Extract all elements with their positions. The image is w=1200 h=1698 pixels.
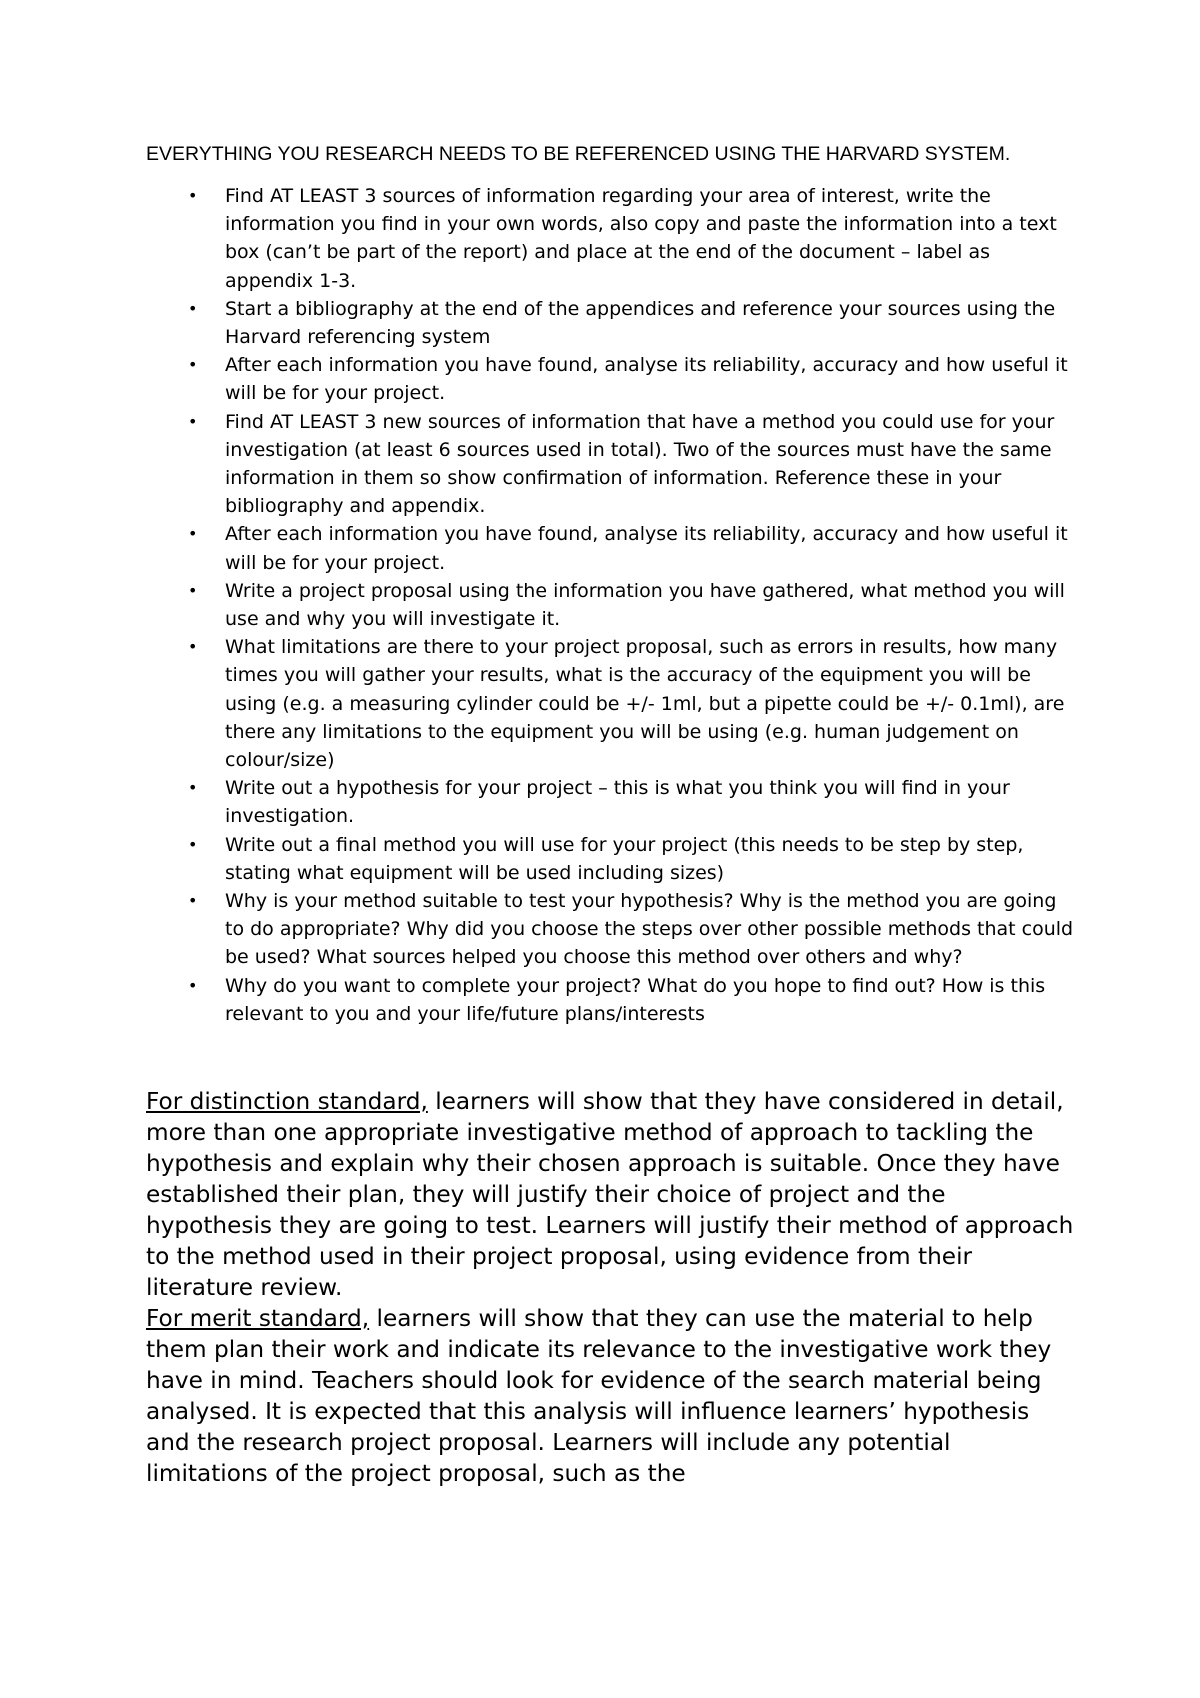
merit-text: learners will show that they can use the material to help them plan their work and indicate its relevance to the investigative work they have in mind. Teachers should look for evidence of the search material being analysed. It is expected that this analysis will influence learners’ hypothesis and the research project proposal. Learners will include any potential limitations of the project proposal, such as the xyxy=(146,1305,1052,1488)
merit-label: For merit standard, xyxy=(146,1305,370,1333)
bullet-icon: • xyxy=(188,778,198,798)
bullet-icon: • xyxy=(188,834,198,854)
list-item-text: Write out a hypothesis for your project – this is what you think you will find in your investigation. xyxy=(225,777,1010,828)
grading-criteria xyxy=(146,1086,1076,1489)
list-item-text: Find AT LEAST 3 new sources of information that have a method you could use for your investigation (at least 6 sources used in total). Two of the sources must have the same information in them so show confirmation of information. Reference these in your bibliography and appendix. xyxy=(225,410,1055,518)
list-item xyxy=(146,831,1076,887)
list-item-text: Write out a final method you will use for your project (this needs to be step by step, stating what equipment will be used including sizes) xyxy=(225,833,1024,884)
list-item-text: Write a project proposal using the information you have gathered, what method you will use and why you will investigate it. xyxy=(225,579,1065,631)
list-item xyxy=(146,774,1076,830)
bullet-icon: • xyxy=(188,580,198,600)
bullet-icon: • xyxy=(188,975,198,995)
merit-paragraph xyxy=(146,1303,1076,1489)
list-item xyxy=(146,520,1076,576)
page-heading: EVERYTHING YOU RESEARCH NEEDS TO BE REFERENCED USING THE HARVARD SYSTEM. xyxy=(146,143,1011,165)
bullet-icon: • xyxy=(188,355,198,375)
bullet-icon: • xyxy=(188,891,198,911)
list-item-text: Start a bibliography at the end of the appendices and reference your sources using the Harvard referencing system xyxy=(225,297,1056,349)
list-item xyxy=(146,408,1076,521)
bullet-icon: • xyxy=(188,637,198,657)
bullet-icon: • xyxy=(188,186,198,205)
list-item-text: Why do you want to complete your project? What do you hope to find out? How is this relevant to you and your life/future plans/interests xyxy=(225,974,1046,1025)
list-item xyxy=(146,351,1076,407)
bullet-icon: • xyxy=(188,411,198,431)
bullet-icon: • xyxy=(188,524,198,544)
task-list xyxy=(146,182,1076,1028)
list-item-text: Why is your method suitable to test your hypothesis? Why is the method you are going to do appropriate? Why did you choose the steps over other possible methods that could be used? What sources helped you choose this method over others and why? xyxy=(225,890,1074,969)
list-item xyxy=(146,577,1076,633)
list-item-text: What limitations are there to your project proposal, such as errors in results, how many times you will gather your results, what is the accuracy of the equipment you will be using (e.g. a measuring cylinder could be +/- 1ml, but a pipette could be +/- 0.1ml), are there any limitations to the equipment you will be using (e.g. human judgement on colour/size) xyxy=(225,636,1065,772)
list-item-text: Find AT LEAST 3 sources of information regarding your area of interest, write the information you find in your own words, also copy and paste the information into a text box (can’t be part of the report) and place at the end of the document – label as appendix 1-3. xyxy=(225,185,1057,292)
list-item xyxy=(146,182,1076,295)
list-item-text: After each information you have found, analyse its reliability, accuracy and how useful it will be for your project. xyxy=(225,354,1068,405)
document-page xyxy=(146,140,1076,1489)
list-item-text: After each information you have found, analyse its reliability, accuracy and how useful it will be for your project. xyxy=(225,523,1068,574)
distinction-text: learners will show that they have considered in detail, more than one appropriate investigative method of approach to tackling the hypothesis and explain why their chosen approach is suitable. Once they have established their plan, they will justify their choice of project and the hypothesis they are going to test. Learners will justify their method of approach to the method used in their project proposal, using evidence from their literature review. xyxy=(146,1088,1074,1302)
distinction-paragraph xyxy=(146,1086,1076,1303)
distinction-label: For distinction standard, xyxy=(146,1088,428,1116)
list-item xyxy=(146,633,1076,774)
list-item xyxy=(146,295,1076,351)
bullet-icon: • xyxy=(188,298,198,318)
list-item xyxy=(146,972,1076,1028)
list-item xyxy=(146,887,1076,972)
